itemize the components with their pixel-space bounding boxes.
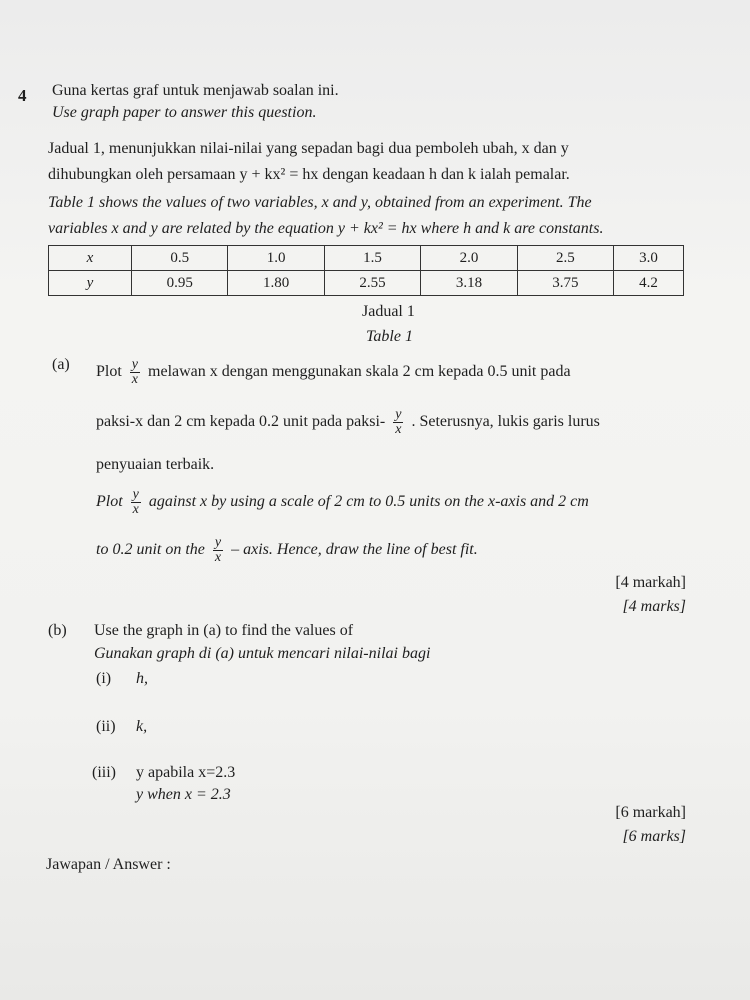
data-table (48, 245, 684, 296)
part-a-en-text2: to 0.2 unit on the (96, 541, 205, 559)
part-a-ms-plot: Plot (96, 363, 122, 381)
table-cell: 3.0 (614, 246, 684, 271)
table-cell: 1.80 (228, 271, 324, 296)
table-cell: 2.5 (517, 246, 613, 271)
table-header-x: x (49, 246, 132, 271)
part-a-ms-text3: . Seterusnya, lukis garis lurus (411, 413, 600, 431)
part-b-marks-ms: [6 markah] (615, 804, 686, 821)
part-a-en-text3: – axis. Hence, draw the line of best fit. (231, 541, 478, 559)
part-a-ms-line2 (96, 408, 600, 437)
part-b-i-label: (i) (96, 670, 112, 687)
y-over-x-fraction: $\frac{y}{x}$ (131, 357, 139, 387)
answer-label: Jawapan / Answer : (46, 856, 171, 873)
description-en-line1: Table 1 shows the values of two variables, x and y, obtained from an experiment. The (48, 194, 592, 211)
part-b-iii-en: y when x = 2.3 (136, 786, 231, 803)
table-cell: 3.75 (517, 271, 613, 296)
table-row-x (49, 246, 684, 271)
part-b-label: (b) (48, 622, 67, 639)
part-b-ii-text: k, (136, 718, 148, 735)
part-b-ii-label: (ii) (96, 718, 116, 735)
part-a-en-plot: Plot (96, 493, 123, 511)
intro-ms: Guna kertas graf untuk menjawab soalan ini. (52, 82, 339, 99)
part-a-ms-text1: melawan x dengan menggunakan skala 2 cm kepada 0.5 unit pada (148, 363, 571, 381)
description-ms-line1: Jadual 1, menunjukkan nilai-nilai yang sepadan bagi dua pemboleh ubah, x dan y (48, 140, 569, 157)
table-cell: 2.0 (421, 246, 517, 271)
part-a-ms-line3: penyuaian terbaik. (96, 456, 215, 473)
part-a-marks-en: [4 marks] (622, 598, 686, 615)
intro-en: Use graph paper to answer this question. (52, 104, 317, 121)
part-b-marks-en: [6 marks] (622, 828, 686, 845)
table-cell: 0.95 (132, 271, 228, 296)
table-cell: 0.5 (132, 246, 228, 271)
y-over-x-fraction: $\frac{y}{x}$ (214, 535, 222, 565)
part-b-intro-ms: Gunakan graph di (a) untuk mencari nilai-nilai bagi (94, 645, 431, 662)
part-a-en-line2 (96, 536, 478, 565)
part-a-ms-line1 (96, 358, 571, 387)
table-caption-ms: Jadual 1 (362, 303, 415, 320)
part-a-en-text1: against x by using a scale of 2 cm to 0.5 units on the x-axis and 2 cm (148, 493, 589, 511)
table-row-y (49, 271, 684, 296)
description-en-line2: variables x and y are related by the equation y + kx² = hx where h and k are constants. (48, 220, 604, 237)
part-b-i-text: h, (136, 670, 148, 687)
table-caption-en: Table 1 (366, 328, 413, 345)
table-cell: 4.2 (614, 271, 684, 296)
question-number: 4 (18, 86, 27, 105)
y-over-x-fraction: $\frac{y}{x}$ (132, 487, 139, 517)
table-cell: 1.5 (324, 246, 420, 271)
part-b-iii-ms: y apabila x=2.3 (136, 764, 236, 781)
part-a-ms-text2: paksi-x dan 2 cm kepada 0.2 unit pada paksi- (96, 413, 386, 431)
part-b-intro-en: Use the graph in (a) to find the values of (94, 622, 354, 639)
part-a-marks-ms: [4 markah] (615, 574, 686, 591)
table-cell: 3.18 (421, 271, 517, 296)
part-a-label: (a) (52, 356, 70, 373)
part-b-iii-label: (iii) (92, 764, 116, 781)
table-header-y: y (49, 271, 132, 296)
table-cell: 1.0 (228, 246, 324, 271)
table-cell: 2.55 (324, 271, 420, 296)
part-a-en-line1 (96, 488, 589, 517)
y-over-x-fraction: $\frac{y}{x}$ (395, 407, 402, 437)
description-ms-line2: dihubungkan oleh persamaan y + kx² = hx dengan keadaan h dan k ialah pemalar. (48, 166, 570, 183)
